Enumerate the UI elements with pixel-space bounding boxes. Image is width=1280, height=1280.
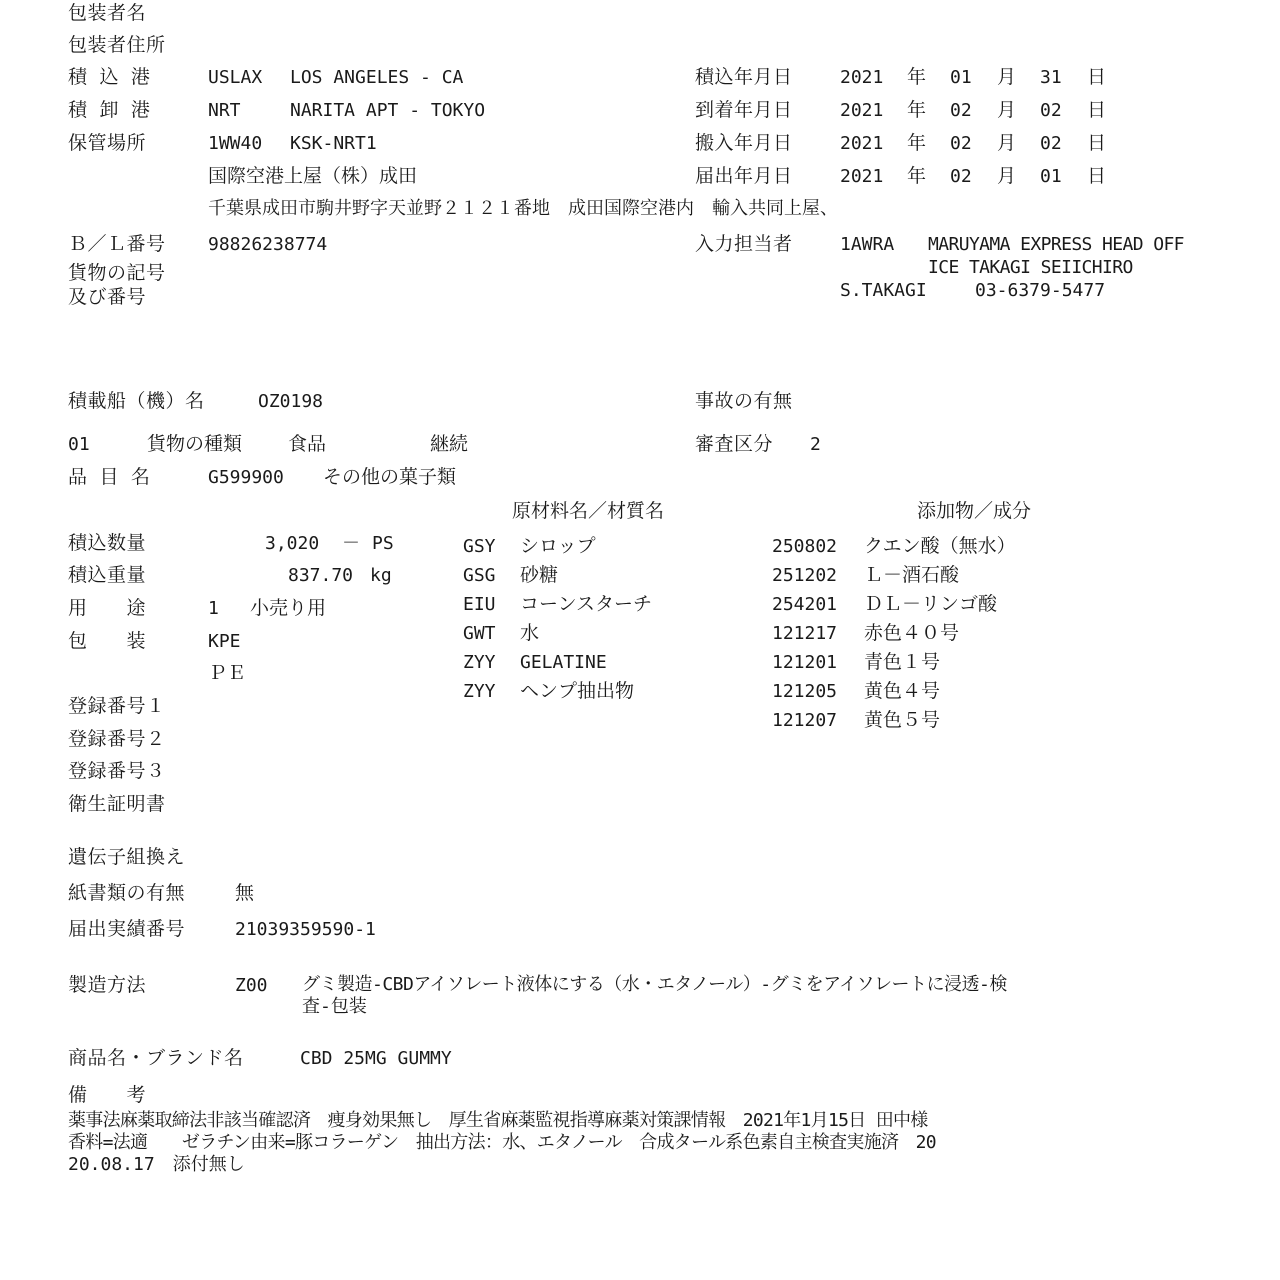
- inspection-label: 審査区分: [695, 433, 774, 455]
- additive-code: 254201: [772, 594, 838, 615]
- agent-phone: 03-6379-5477: [975, 280, 1106, 301]
- date-label-carry-in: 搬入年月日: [695, 132, 793, 154]
- date-label-arrival: 到着年月日: [695, 99, 793, 121]
- date-month: 02: [950, 166, 972, 187]
- additive-code: 251202: [772, 565, 838, 586]
- item-number: 01: [68, 434, 90, 455]
- use-value: 小売り用: [250, 597, 327, 619]
- material-code: GWT: [463, 623, 496, 644]
- remarks-line-1: 薬事法麻薬取締法非該当確認済 痩身効果無し 厚生省麻薬監視指導麻薬対策課情報 2021年1月15日 田中様: [68, 1110, 928, 1131]
- brand-label: 商品名・ブランド名: [68, 1047, 244, 1069]
- date-day-unit: 日: [1087, 165, 1107, 187]
- additive-code: 121205: [772, 681, 838, 702]
- date-year-unit: 年: [907, 66, 927, 88]
- storage-address: 千葉県成田市駒井野字天並野２１２１番地 成田国際空港内 輸入共同上屋、: [208, 198, 838, 219]
- date-month: 02: [950, 100, 972, 121]
- additive-name: 青色１号: [864, 651, 941, 673]
- loading-port-label: 積 込 港: [68, 66, 151, 88]
- date-day: 02: [1040, 133, 1062, 154]
- material-name: GELATINE: [520, 652, 607, 673]
- date-day-unit: 日: [1087, 99, 1107, 121]
- date-month-unit: 月: [997, 165, 1017, 187]
- agent-company-line1: MARUYAMA EXPRESS HEAD OFF: [928, 234, 1184, 255]
- date-month-unit: 月: [997, 132, 1017, 154]
- additive-name: クエン酸（無水）: [864, 535, 1016, 557]
- storage-company: 国際空港上屋（株）成田: [208, 165, 418, 187]
- additive-code: 121217: [772, 623, 838, 644]
- date-year-unit: 年: [907, 99, 927, 121]
- materials-header: 原材料名／材質名: [512, 500, 665, 522]
- registration-3-label: 登録番号３: [68, 760, 166, 782]
- additive-code: 250802: [772, 536, 838, 557]
- count-dash: －: [342, 533, 360, 554]
- method-code: Z00: [235, 975, 268, 996]
- loading-port-code: USLAX: [208, 67, 263, 88]
- bl-label: Ｂ／Ｌ番号: [68, 233, 166, 255]
- date-month: 01: [950, 67, 972, 88]
- unloading-port-code: NRT: [208, 100, 241, 121]
- date-year: 2021: [840, 100, 884, 121]
- use-label: 用 途: [68, 597, 147, 619]
- additive-code: 121207: [772, 710, 838, 731]
- date-year-unit: 年: [907, 165, 927, 187]
- packing-value: ＰＥ: [208, 662, 247, 684]
- additive-name: ＤＬ－リンゴ酸: [864, 593, 998, 615]
- item-name: その他の菓子類: [323, 466, 457, 488]
- marks-label-2: 及び番号: [68, 286, 147, 308]
- agent-person: S.TAKAGI: [840, 280, 927, 301]
- weight-label: 積込重量: [68, 564, 147, 586]
- storage-code: 1WW40: [208, 133, 263, 154]
- record-number-label: 届出実績番号: [68, 918, 186, 940]
- count-label: 積込数量: [68, 532, 147, 554]
- date-day-unit: 日: [1087, 132, 1107, 154]
- material-code: ZYY: [463, 652, 496, 673]
- agent-code: 1AWRA: [840, 234, 895, 255]
- vessel-name: OZ0198: [258, 391, 324, 412]
- bl-number: 98826238774: [208, 234, 328, 255]
- unloading-port-label: 積 卸 港: [68, 99, 151, 121]
- method-line-1: グミ製造-CBDアイソレート液体にする（水・エタノール）-グミをアイソレートに浸透-検: [302, 974, 1007, 995]
- material-code: GSY: [463, 536, 496, 557]
- material-code: GSG: [463, 565, 496, 586]
- date-month: 02: [950, 133, 972, 154]
- cargo-type-value: 食品: [288, 433, 327, 455]
- registration-1-label: 登録番号１: [68, 695, 166, 717]
- use-code: 1: [208, 598, 219, 619]
- additive-name: Ｌ－酒石酸: [864, 564, 960, 586]
- item-label: 品 目 名: [68, 466, 151, 488]
- weight-unit: kg: [370, 565, 392, 586]
- material-code: ZYY: [463, 681, 496, 702]
- agent-company-line2: ICE TAKAGI SEIICHIRO: [928, 257, 1133, 278]
- unloading-port-name: NARITA APT - TOKYO: [290, 100, 486, 121]
- marks-label-1: 貨物の記号: [68, 262, 166, 284]
- remarks-label: 備 考: [68, 1084, 147, 1106]
- material-name: 砂糖: [520, 564, 559, 586]
- count-value: 3,020: [265, 533, 320, 554]
- accident-label: 事故の有無: [695, 390, 793, 412]
- remarks-line-3: 20.08.17 添付無し: [68, 1154, 245, 1175]
- papers-value: 無: [235, 882, 255, 904]
- count-unit: PS: [372, 533, 394, 554]
- date-year: 2021: [840, 166, 884, 187]
- brand-value: CBD 25MG GUMMY: [300, 1048, 452, 1069]
- date-month-unit: 月: [997, 66, 1017, 88]
- date-day: 02: [1040, 100, 1062, 121]
- packer-address-label: 包装者住所: [68, 34, 166, 56]
- cargo-type-label: 貨物の種類: [147, 433, 243, 455]
- additive-code: 121201: [772, 652, 838, 673]
- method-line-2: 査-包装: [302, 996, 367, 1017]
- material-code: EIU: [463, 594, 496, 615]
- vessel-label: 積載船（機）名: [68, 390, 205, 412]
- additives-header: 添加物／成分: [917, 500, 1032, 522]
- storage-name: KSK-NRT1: [290, 133, 377, 154]
- date-year-unit: 年: [907, 132, 927, 154]
- health-certificate-label: 衛生証明書: [68, 793, 166, 815]
- registration-2-label: 登録番号２: [68, 728, 166, 750]
- packing-label: 包 装: [68, 630, 147, 652]
- method-label: 製造方法: [68, 974, 147, 996]
- date-year: 2021: [840, 67, 884, 88]
- additive-name: 赤色４０号: [864, 622, 960, 644]
- date-month-unit: 月: [997, 99, 1017, 121]
- date-day-unit: 日: [1087, 66, 1107, 88]
- material-name: シロップ: [520, 535, 596, 557]
- packing-code: KPE: [208, 631, 241, 652]
- date-day: 31: [1040, 67, 1062, 88]
- date-day: 01: [1040, 166, 1062, 187]
- date-year: 2021: [840, 133, 884, 154]
- inspection-value: 2: [810, 434, 821, 455]
- material-name: ヘンプ抽出物: [520, 680, 635, 702]
- date-label-loading: 積込年月日: [695, 66, 793, 88]
- material-name: コーンスターチ: [520, 593, 653, 615]
- weight-value: 837.70: [288, 565, 354, 586]
- packer-name-label: 包装者名: [68, 2, 147, 24]
- loading-port-name: LOS ANGELES - CA: [290, 67, 464, 88]
- agent-label: 入力担当者: [695, 233, 793, 255]
- date-label-notification: 届出年月日: [695, 165, 793, 187]
- continuation: 継続: [430, 433, 469, 455]
- papers-label: 紙書類の有無: [68, 882, 186, 904]
- item-code: G599900: [208, 467, 284, 488]
- gmo-label: 遺伝子組換え: [68, 846, 186, 868]
- remarks-line-2: 香料=法適 ゼラチン由来=豚コラーゲン 抽出方法：水、エタノール 合成タール系色素自主検査実施済 20: [68, 1132, 936, 1153]
- additive-name: 黄色５号: [864, 709, 941, 731]
- storage-label: 保管場所: [68, 132, 147, 154]
- record-number-value: 21039359590-1: [235, 919, 376, 940]
- additive-name: 黄色４号: [864, 680, 941, 702]
- material-name: 水: [520, 622, 540, 644]
